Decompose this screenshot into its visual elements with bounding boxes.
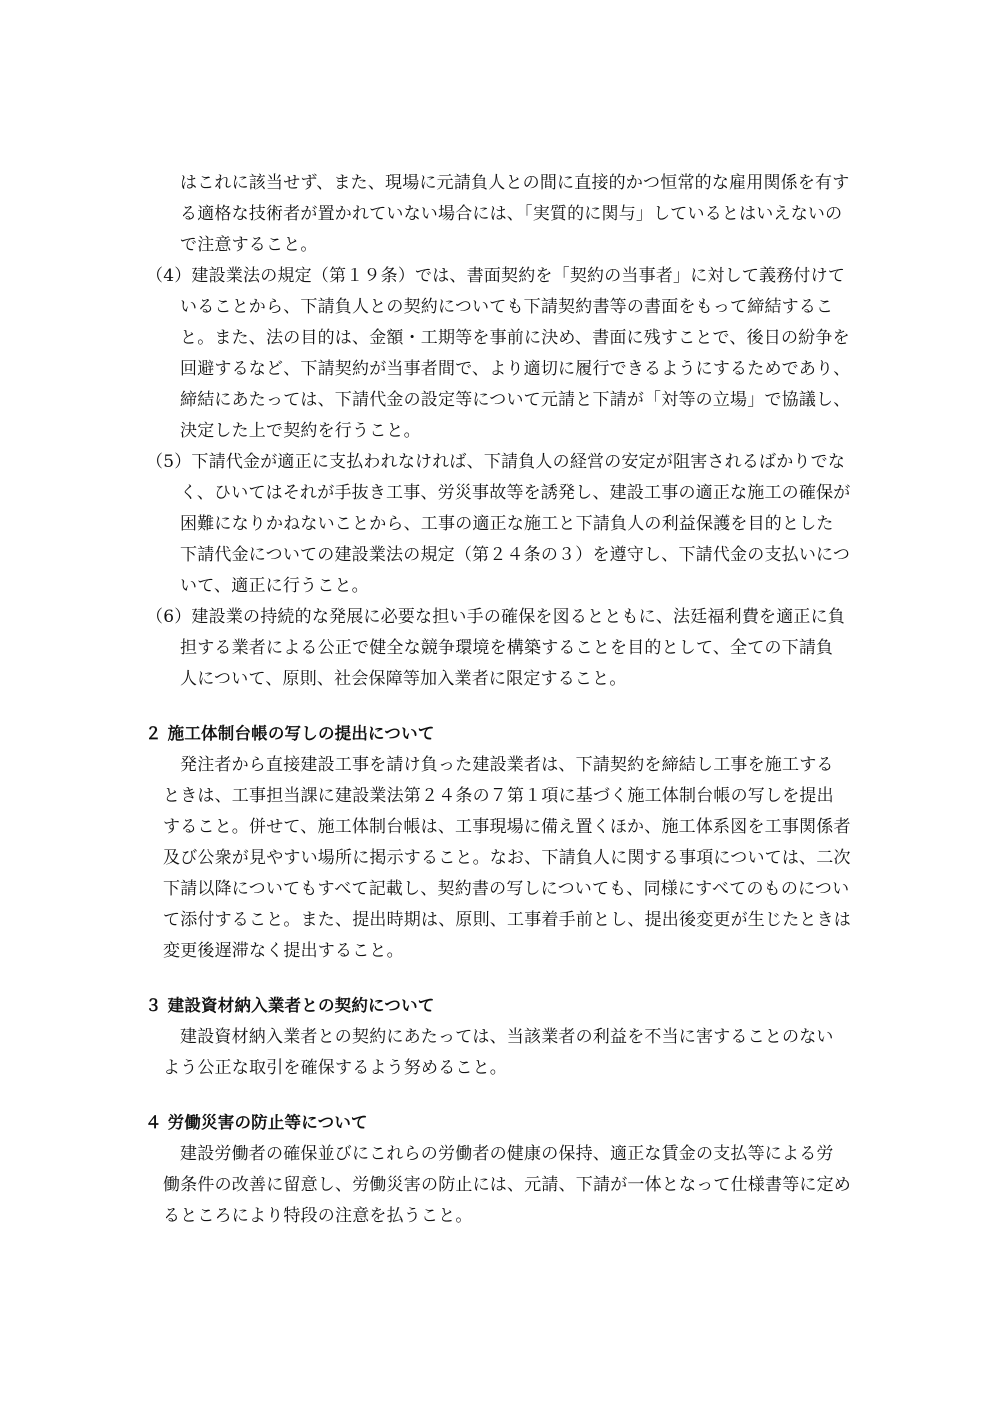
item6-line-2: 担する業者による公正で健全な競争環境を構築することを目的として、全ての下請負	[180, 638, 834, 658]
section2-line-2: ときは、工事担当課に建設業法第２４条の７第１項に基づく施工体制台帳の写しを提出	[163, 786, 834, 806]
section3-line-1: 建設資材納入業者との契約にあたっては、当該業者の利益を不当に害することのない	[180, 1027, 834, 1047]
item4-line-4: 回避するなど、下請契約が当事者間で、より適切に履行できるようにするためであり、	[180, 359, 851, 379]
item4-line-6: 決定した上で契約を行うこと。	[180, 421, 421, 441]
section4-line-1: 建設労働者の確保並びにこれらの労働者の健康の保持、適正な賃金の支払等による労	[180, 1144, 834, 1164]
section4-heading: ４ 労働災害の防止等について	[145, 1113, 368, 1132]
section2-line-1: 発注者から直接建設工事を請け負った建設業者は、下請契約を締結し工事を施工する	[180, 755, 834, 775]
continuation-line-1: はこれに該当せず、また、現場に元請負人との間に直接的かつ恒常的な雇用関係を有す	[180, 173, 850, 193]
section2-line-4: 及び公衆が見やすい場所に掲示すること。なお、下請負人に関する事項については、二次	[163, 848, 851, 868]
section2-line-5: 下請以降についてもすべて記載し、契約書の写しについても、同様にすべてのものについ	[163, 879, 850, 899]
item6-line-1: （6）建設業の持続的な発展に必要な担い手の確保を図るとともに、法廷福利費を適正に負	[146, 607, 846, 627]
item4-line-5: 締結にあたっては、下請代金の設定等について元請と下請が「対等の立場」で協議し、	[180, 390, 851, 410]
item5-line-1: （5）下請代金が適正に支払われなければ、下請負人の経営の安定が阻害されるばかりでな	[146, 452, 846, 472]
section2-line-3: すること。併せて、施工体制台帳は、工事現場に備え置くほか、施工体系図を工事関係者	[163, 817, 851, 837]
item5-line-4: 下請代金についての建設業法の規定（第２４条の３）を遵守し、下請代金の支払いにつ	[180, 545, 851, 565]
item4-line-2: いることから、下請負人との契約についても下請契約書等の書面をもって締結するこ	[180, 297, 834, 317]
section3-heading: ３ 建設資材納入業者との契約について	[145, 996, 435, 1015]
item5-line-3: 困難になりかねないことから、工事の適正な施工と下請負人の利益保護を目的とした	[180, 514, 834, 534]
section4-line-3: るところにより特段の注意を払うこと。	[163, 1206, 473, 1226]
continuation-line-2: る適格な技術者が置かれていない場合には、「実質的に関与」しているとはいえないの	[180, 204, 843, 224]
section2-heading: ２ 施工体制台帳の写しの提出について	[145, 724, 435, 743]
section2-line-7: 変更後遅滞なく提出すること。	[163, 941, 404, 961]
section3-line-2: よう公正な取引を確保するよう努めること。	[163, 1058, 507, 1078]
continuation-line-3: で注意すること。	[180, 235, 318, 255]
section4-line-2: 働条件の改善に留意し、労働災害の防止には、元請、下請が一体となって仕様書等に定め	[163, 1175, 851, 1195]
item6-line-3: 人について、原則、社会保障等加入業者に限定すること。	[180, 669, 627, 689]
item4-line-3: と。また、法の目的は、金額・工期等を事前に決め、書面に残すことで、後日の紛争を	[180, 328, 850, 348]
item4-line-1: （4）建設業法の規定（第１９条）では、書面契約を「契約の当事者」に対して義務付けて	[146, 266, 846, 286]
item5-line-2: く、ひいてはそれが手抜き工事、労災事故等を誘発し、建設工事の適正な施工の確保が	[180, 483, 851, 503]
item5-line-5: いて、適正に行うこと。	[180, 576, 369, 596]
section2-line-6: て添付すること。また、提出時期は、原則、工事着手前とし、提出後変更が生じたときは	[163, 910, 851, 930]
